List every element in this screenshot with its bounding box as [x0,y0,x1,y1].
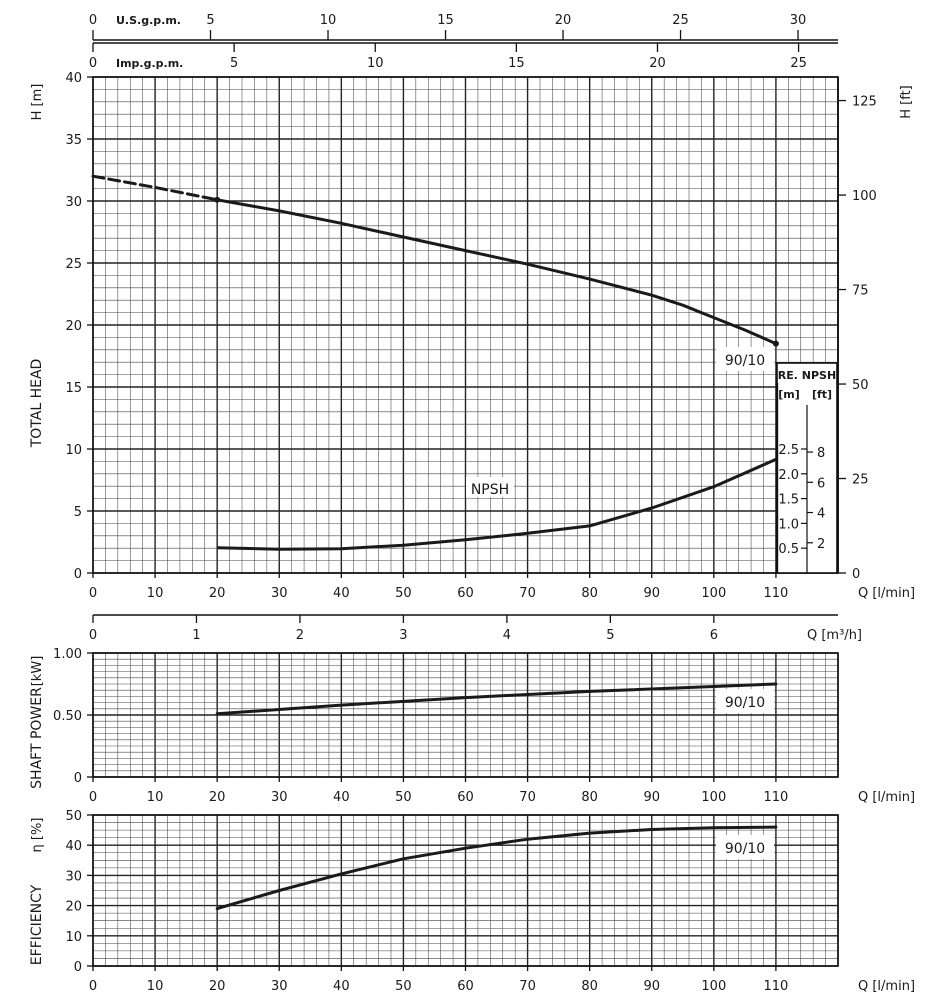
head-x-tick-label: 20 [208,586,226,601]
power-x-tick-label: 20 [208,790,226,805]
head-series-label: 90/10 [724,353,766,369]
m3h-tick-label: 2 [295,628,305,643]
eff-x-tick-label: 60 [457,979,474,994]
head-x-tick-label: 100 [701,586,727,601]
power-x-tick-label: 50 [395,790,412,805]
head-ft-unit-label: H [ft] [899,85,914,119]
eff-x-tick-label: 70 [519,979,536,994]
eff-y-axis-label: EFFICIENCY [29,884,45,966]
head-x-tick-label: 30 [270,586,288,601]
m3h-tick-label: 0 [88,628,98,643]
power-y-tick-label: 0 [73,771,82,786]
eff-y-tick-label: 10 [65,929,82,945]
npsh-curve-label: NPSH [470,482,510,498]
eff-x-tick-label: 50 [395,979,412,994]
m3h-tick-label: 6 [709,628,718,643]
power-y-unit-label: [kW] [30,655,45,687]
m3h-tick-label: 1 [192,628,201,643]
eff-y-tick-label: 30 [65,869,82,885]
head-y-tick-label: 30 [65,195,82,210]
head-ft-tick-label: 0 [852,567,861,582]
eff-x-tick-label: 30 [270,979,288,994]
power-x-tick-label: 10 [146,790,164,805]
head-x-tick-label: 90 [643,586,661,601]
imp-gpm-tick-label: 0 [88,56,98,71]
head-x-tick-label: 50 [395,586,412,601]
eff-y-tick-label: 40 [65,839,82,855]
eff-x-tick-label: 10 [146,979,164,994]
npsh-ft-tick-label: 8 [817,446,826,462]
m3h-axis-label: Q [m³/h] [807,628,863,643]
head-y-tick-label: 15 [65,381,82,396]
us-gpm-axis-label: U.S.g.p.m. [116,14,181,27]
imp-gpm-tick-label: 20 [649,56,666,71]
head-x-tick-label: 60 [457,586,474,601]
imp-gpm-tick-label: 10 [366,56,384,71]
power-y-tick-label: 1.00 [53,647,82,662]
head-x-tick-label: 80 [581,586,598,601]
eff-y-tick-label: 20 [65,899,82,915]
power-x-tick-label: 40 [333,790,350,805]
power-x-tick-label: 60 [457,790,474,805]
npsh-m-tick-label: 1.5 [778,492,799,508]
head-curve-start-point [214,197,220,203]
eff-series-label: 90/10 [724,841,766,857]
head-grid [93,77,838,573]
head-ft-tick-label: 100 [852,189,877,205]
npsh-unit-ft: [ft] [811,388,833,401]
npsh-m-tick-label: 2.0 [778,467,799,483]
head-curve [217,200,776,344]
eff-y-tick-label: 50 [65,809,82,824]
head-y-tick-label: 5 [73,505,82,520]
head-y-unit-label: H [m] [30,83,45,121]
eff-x-tick-label: 80 [581,979,598,994]
imp-gpm-tick-label: 5 [229,56,239,71]
head-x-axis-label: Q [l/min] [858,586,916,601]
eff-x-tick-label: 0 [88,979,98,994]
power-grid [93,653,838,777]
us-gpm-tick-label: 15 [437,13,454,28]
head-x-tick-label: 10 [146,586,164,601]
head-x-tick-label: 70 [519,586,536,601]
eff-x-axis-label: Q [l/min] [858,979,916,994]
npsh-m-tick-label: 1.0 [778,517,799,533]
power-series-label: 90/10 [724,695,766,711]
head-curve-end-point [773,341,779,347]
eff-x-tick-label: 100 [701,979,727,994]
us-gpm-tick-label: 5 [206,13,215,28]
m3h-tick-label: 4 [502,628,512,643]
head-y-tick-label: 40 [65,71,82,86]
us-gpm-tick-label: 10 [319,13,337,28]
power-x-tick-label: 80 [581,790,598,805]
m3h-tick-label: 5 [606,628,615,643]
eff-x-tick-label: 110 [763,979,789,994]
head-ft-tick-label: 25 [852,472,869,488]
npsh-unit-m: [m] [778,388,800,401]
head-y-tick-label: 35 [65,133,82,148]
power-x-tick-label: 30 [270,790,288,805]
head-ft-tick-label: 125 [852,94,877,110]
power-x-tick-label: 0 [88,790,98,805]
imp-gpm-axis-label: Imp.g.p.m. [116,57,184,70]
us-gpm-tick-label: 30 [789,13,807,28]
power-x-axis-label: Q [l/min] [858,790,916,805]
head-ft-tick-label: 75 [852,283,869,299]
npsh-m-tick-label: 0.5 [778,542,799,558]
head-y-tick-label: 0 [73,567,82,582]
head-y-tick-label: 20 [65,319,82,334]
eff-y-unit-label: η [%] [30,817,45,853]
us-gpm-tick-label: 25 [672,13,689,28]
head-ft-tick-label: 50 [852,378,869,394]
head-y-axis-label: TOTAL HEAD [29,358,45,448]
power-y-tick-label: 0.50 [53,709,82,724]
npsh-m-tick-label: 2.5 [778,443,799,458]
npsh-axis-title: RE. NPSH [777,369,837,382]
power-x-tick-label: 110 [763,790,789,805]
power-x-tick-label: 70 [519,790,536,805]
head-x-tick-label: 40 [333,586,350,601]
us-gpm-tick-label: 0 [88,13,98,28]
npsh-ft-tick-label: 2 [817,536,826,552]
power-x-tick-label: 100 [701,790,727,805]
head-y-tick-label: 10 [65,443,82,458]
imp-gpm-tick-label: 15 [508,56,525,71]
power-y-axis-label: SHAFT POWER [29,687,45,789]
eff-x-tick-label: 20 [208,979,226,994]
us-gpm-tick-label: 20 [554,13,572,28]
eff-x-tick-label: 90 [643,979,661,994]
npsh-ft-tick-label: 4 [817,506,826,522]
head-y-tick-label: 25 [65,257,82,272]
head-x-tick-label: 0 [88,586,98,601]
m3h-tick-label: 3 [399,628,408,643]
eff-x-tick-label: 40 [333,979,350,994]
eff-y-tick-label: 0 [73,960,82,975]
power-curve [217,684,776,714]
power-x-tick-label: 90 [643,790,661,805]
imp-gpm-tick-label: 25 [790,56,807,71]
npsh-ft-tick-label: 6 [817,476,826,492]
head-x-tick-label: 110 [763,586,789,601]
